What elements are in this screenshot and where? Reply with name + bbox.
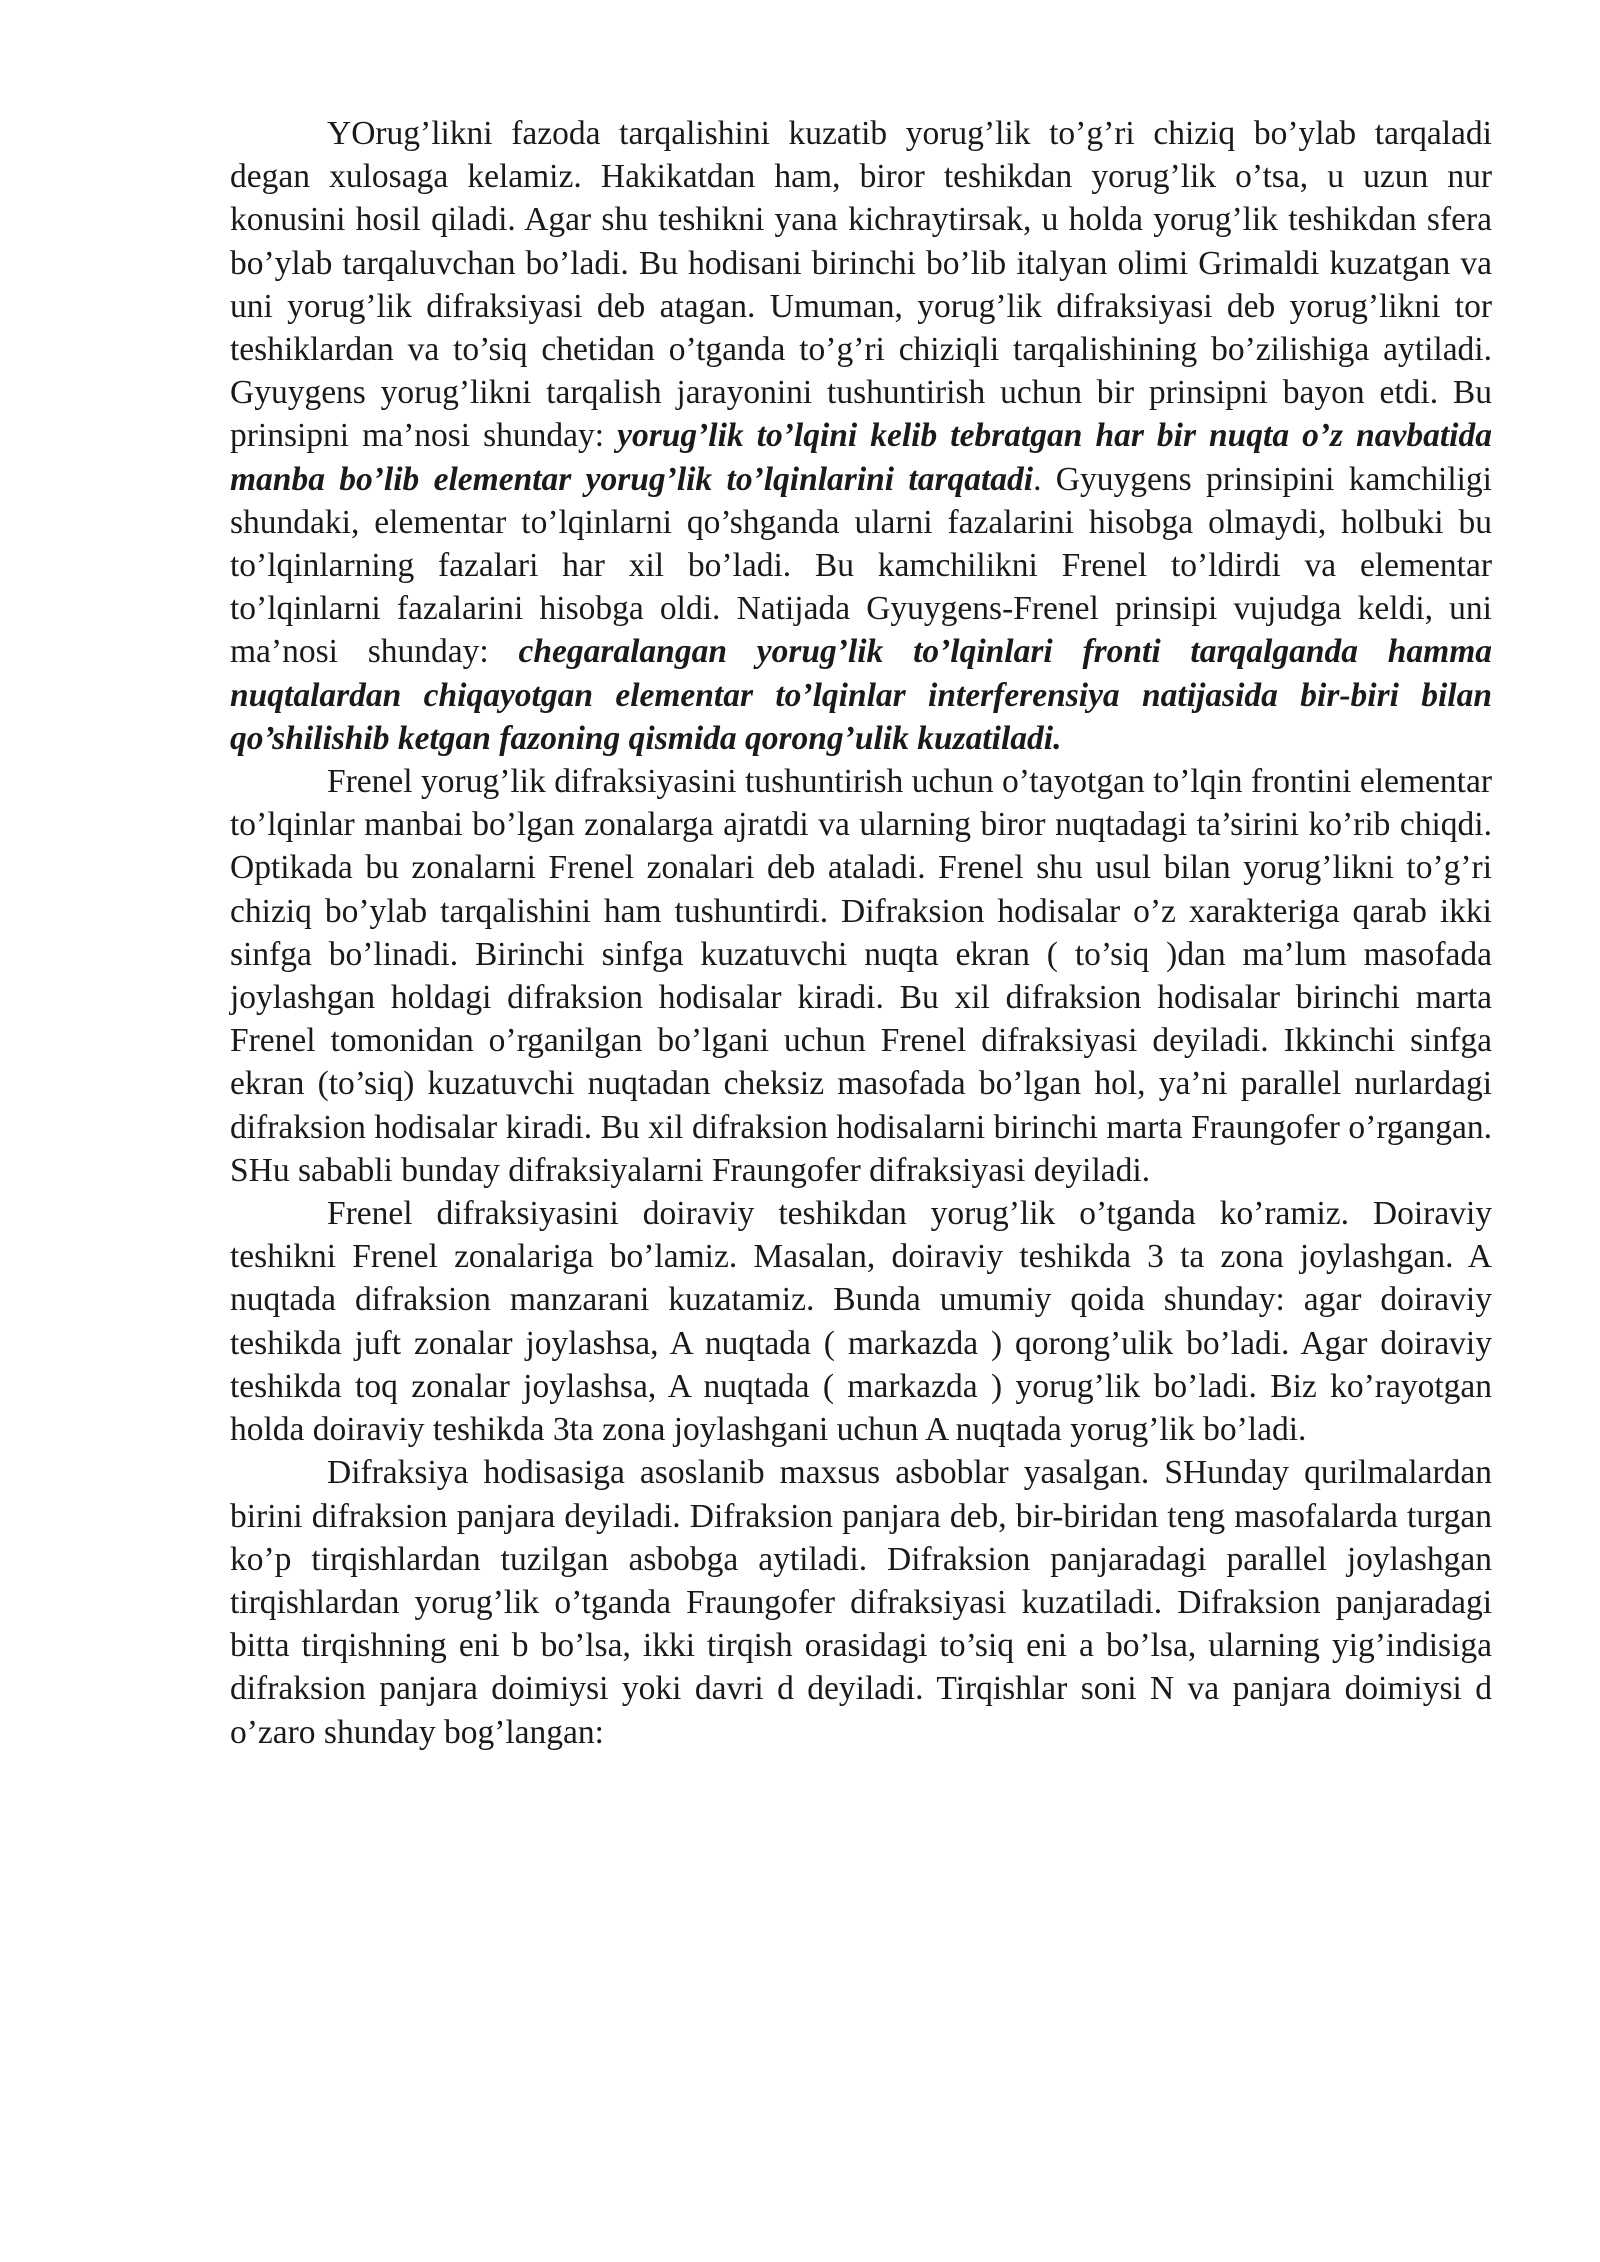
text-run: Difraksiya hodisasiga asoslanib maxsus asboblar yasalgan. SHunday qurilmalardan birini difraksion panjara deyiladi. Difraksion panjara deb, bir-biridan teng masofalarda turgan ko’p tirqishlardan tuzilgan asbobga aytiladi. Difraksion panjaradagi parallel joylashgan tirqishlardan yorug’lik o’tganda Fraungofer difraksiyasi kuzatiladi. Difraksion panjaradagi bitta tirqishning eni b bo’lsa, ikki tirqish orasidagi to’siq eni a bo’lsa, ularning yig’indisiga difraksion panjara doimiysi yoki davri d deyiladi. Tirqishlar soni N va panjara doimiysi d o’zaro shunday bog’langan:: [230, 1454, 1492, 1751]
text-run: . Gyuygens prinsipini kamchiligi shundaki, elementar to’lqinlarni qo’shganda ularni fazalarini hisobga olmaydi, holbuki bu to’lqinlarning fazalari har xil bo’ladi. Bu kamchilikni Frenel to’ldirdi va elementar to’lqinlarni fazalarini hisobga oldi. Natijada Gyuygens-Frenel prinsipi vujudga keldi, uni ma’nosi shunday:: [230, 460, 1492, 671]
document-page: [230, 112, 1492, 1754]
emphasized-text: yorug’lik to’lqini kelib tebratgan har bir nuqta o’z navbatida manba bo’lib elementar yorug’lik to’lqinlarini tarqatadi: [230, 417, 1492, 498]
paragraph-intro: [230, 112, 1492, 760]
emphasized-text: chegaralangan yorug’lik to’lqinlari fronti tarqalganda hamma nuqtalardan chiqayotgan elementar to’lqinlar interferensiya natijasida bir-biri bilan qo’shilishib ketgan fazoning qismida qorong’ulik kuzatiladi.: [230, 633, 1492, 757]
paragraph-frenel-zones: [230, 760, 1492, 1192]
text-run: Frenel yorug’lik difraksiyasini tushuntirish uchun o’tayotgan to’lqin frontini elementar to’lqinlar manbai bo’lgan zonalarga ajratdi va ularning biror nuqtadagi ta’sirini ko’rib chiqdi. Optikada bu zonalarni Frenel zonalari deb ataladi. Frenel shu usul bilan yorug’likni to’g’ri chiziq bo’ylab tarqalishini ham tushuntirdi. Difraksion hodisalar o’z xarakteriga qarab ikki sinfga bo’linadi. Birinchi sinfga kuzatuvchi nuqta ekran ( to’siq )dan ma’lum masofada joylashgan holdagi difraksion hodisalar kiradi. Bu xil difraksion hodisalar birinchi marta Frenel tomonidan o’rganilgan bo’lgani uchun Frenel difraksiyasi deyiladi. Ikkinchi sinfga ekran (to’siq) kuzatuvchi nuqtadan cheksiz masofada bo’lgan hol, ya’ni parallel nurlardagi difraksion hodisalar kiradi. Bu xil difraksion hodisalarni birinchi marta Fraungofer o’rgangan. SHu sababli bunday difraksiyalarni Fraungofer difraksiyasi deyiladi.: [230, 763, 1492, 1189]
text-run: YOrug’likni fazoda tarqalishini kuzatib yorug’lik to’g’ri chiziq bo’ylab tarqaladi degan xulosaga kelamiz. Hakikatdan ham, biror teshikdan yorug’lik o’tsa, u uzun nur konusini hosil qiladi. Agar shu teshikni yana kichraytirsak, u holda yorug’lik teshikdan sfera bo’ylab tarqaluvchan bo’ladi. Bu hodisani birinchi bo’lib italyan olimi Grimaldi kuzatgan va uni yorug’lik difraksiyasi deb atagan. Umuman, yorug’lik difraksiyasi deb yorug’likni tor teshiklardan va to’siq chetidan o’tganda to’g’ri chiziqli tarqalishining bo’zilishiga aytiladi. Gyuygens yorug’likni tarqalish jarayonini tushuntirish uchun bir prinsipni bayon etdi. Bu prinsipni ma’nosi shunday:: [230, 115, 1492, 455]
paragraph-circular-aperture: [230, 1192, 1492, 1451]
paragraph-diffraction-grating: [230, 1451, 1492, 1753]
text-run: Frenel difraksiyasini doiraviy teshikdan yorug’lik o’tganda ko’ramiz. Doiraviy teshikni Frenel zonalariga bo’lamiz. Masalan, doiraviy teshikda 3 ta zona joylashgan. A nuqtada difraksion manzarani kuzatamiz. Bunda umumiy qoida shunday: agar doiraviy teshikda juft zonalar joylashsa, A nuqtada ( markazda ) qorong’ulik bo’ladi. Agar doiraviy teshikda toq zonalar joylashsa, A nuqtada ( markazda ) yorug’lik bo’ladi. Biz ko’rayotgan holda doiraviy teshikda 3ta zona joylashgani uchun A nuqtada yorug’lik bo’ladi.: [230, 1195, 1492, 1449]
